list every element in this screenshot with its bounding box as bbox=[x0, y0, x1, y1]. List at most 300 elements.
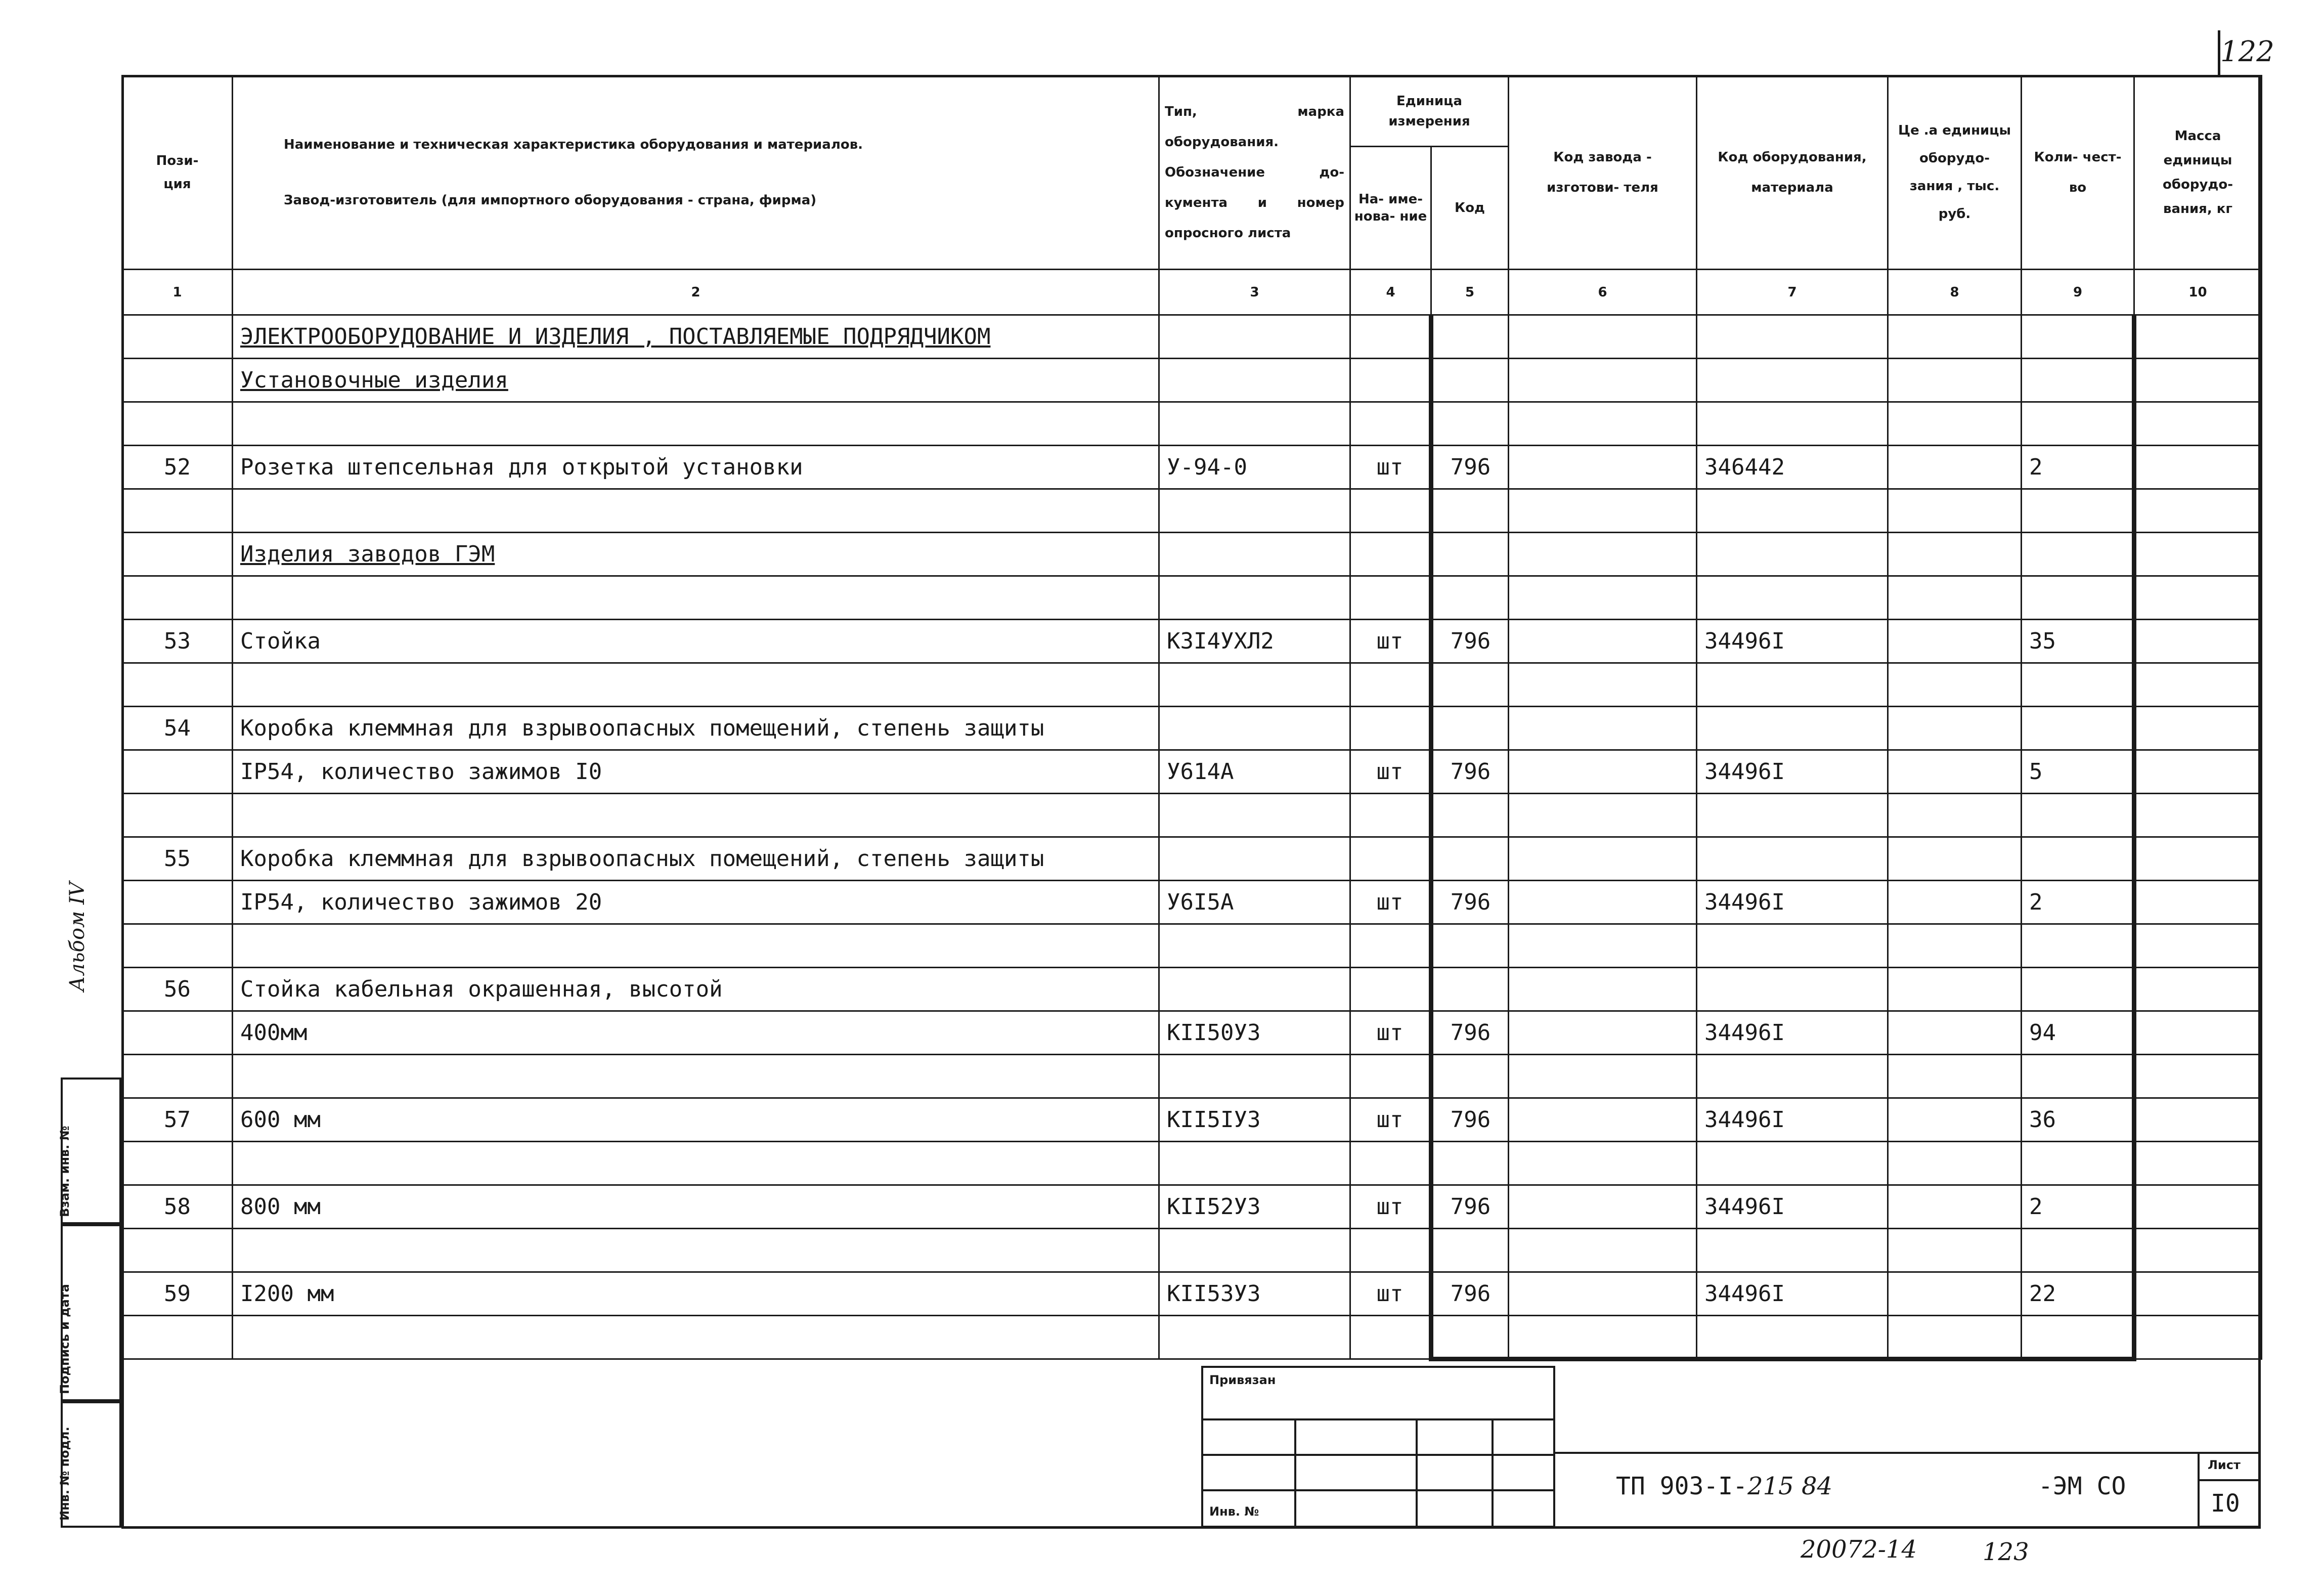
row-equipment-code bbox=[1697, 359, 1888, 402]
row-equipment-code bbox=[1697, 402, 1888, 446]
row-mfr-code bbox=[1509, 750, 1697, 794]
footer-page-number: 123 bbox=[1983, 1538, 2029, 1566]
row-mass bbox=[2134, 1185, 2262, 1229]
col-number: 4 bbox=[1350, 270, 1431, 315]
row-unit bbox=[1350, 1142, 1431, 1185]
row-unit bbox=[1350, 707, 1431, 750]
row-mfr-code bbox=[1509, 1055, 1697, 1098]
row-unit: шт bbox=[1350, 620, 1431, 663]
row-mass bbox=[2134, 750, 2262, 794]
header-type: Тип, марка оборудования. Обозначение до- кумента и номер опросного листа bbox=[1159, 76, 1350, 270]
row-name bbox=[233, 1316, 1159, 1359]
row-price bbox=[1888, 1098, 2022, 1142]
row-mass bbox=[2134, 1142, 2262, 1185]
row-unit: шт bbox=[1350, 446, 1431, 489]
row-mass bbox=[2134, 663, 2262, 707]
header-unit-name: На- име- нова- ние bbox=[1350, 147, 1431, 270]
row-equipment-code bbox=[1697, 794, 1888, 837]
row-name: Стойка bbox=[233, 620, 1159, 663]
row-mass bbox=[2134, 1272, 2262, 1316]
row-position: 55 bbox=[122, 837, 233, 881]
row-qty bbox=[2022, 837, 2134, 881]
table-row bbox=[122, 794, 2262, 837]
row-qty: 22 bbox=[2022, 1272, 2134, 1316]
header-name: Наименование и техническая характеристика оборудования и материалов. Завод-изготовитель (для импортного оборудования - страна, фирма) bbox=[233, 76, 1159, 270]
row-name: Розетка штепсельная для открытой установки bbox=[233, 446, 1159, 489]
row-mfr-code bbox=[1509, 794, 1697, 837]
document-code: ТП 903-I-215 84 bbox=[1616, 1472, 1833, 1500]
row-price bbox=[1888, 837, 2022, 881]
row-qty: 94 bbox=[2022, 1011, 2134, 1055]
row-unit bbox=[1350, 489, 1431, 533]
row-position bbox=[122, 1229, 233, 1272]
row-position bbox=[122, 881, 233, 924]
header-mfr-code: Код завода - изготови- теля bbox=[1509, 76, 1697, 270]
row-unit bbox=[1350, 576, 1431, 620]
row-equipment-code: 346442 bbox=[1697, 446, 1888, 489]
sheet-number-box bbox=[2198, 1452, 2261, 1528]
row-unit bbox=[1350, 837, 1431, 881]
row-position: 58 bbox=[122, 1185, 233, 1229]
table-row bbox=[122, 1185, 2262, 1229]
row-qty: 2 bbox=[2022, 446, 2134, 489]
row-mass bbox=[2134, 359, 2262, 402]
row-type bbox=[1159, 315, 1350, 359]
row-qty: 2 bbox=[2022, 881, 2134, 924]
row-mass bbox=[2134, 576, 2262, 620]
row-mass bbox=[2134, 881, 2262, 924]
row-unit: шт bbox=[1350, 1185, 1431, 1229]
row-name bbox=[233, 1229, 1159, 1272]
document-suffix: -ЭМ СО bbox=[2038, 1472, 2126, 1500]
row-type bbox=[1159, 968, 1350, 1011]
header-position: Пози- ция bbox=[122, 76, 233, 270]
col-number: 9 bbox=[2022, 270, 2134, 315]
row-qty: 35 bbox=[2022, 620, 2134, 663]
row-unit-code bbox=[1431, 663, 1509, 707]
row-name: IP54, количество зажимов 20 bbox=[233, 881, 1159, 924]
row-mass bbox=[2134, 489, 2262, 533]
row-position: 59 bbox=[122, 1272, 233, 1316]
row-mass bbox=[2134, 1229, 2262, 1272]
col-number: 5 bbox=[1431, 270, 1509, 315]
row-mfr-code bbox=[1509, 1272, 1697, 1316]
row-unit-code bbox=[1431, 402, 1509, 446]
row-unit: шт bbox=[1350, 750, 1431, 794]
row-position bbox=[122, 489, 233, 533]
table-row bbox=[122, 707, 2262, 750]
row-mfr-code bbox=[1509, 707, 1697, 750]
row-price bbox=[1888, 1316, 2022, 1359]
row-qty bbox=[2022, 794, 2134, 837]
row-name bbox=[233, 489, 1159, 533]
row-name: 400мм bbox=[233, 1011, 1159, 1055]
row-type bbox=[1159, 1229, 1350, 1272]
row-unit bbox=[1350, 1316, 1431, 1359]
row-name: 800 мм bbox=[233, 1185, 1159, 1229]
row-name: IP54, количество зажимов I0 bbox=[233, 750, 1159, 794]
row-position: 52 bbox=[122, 446, 233, 489]
row-position bbox=[122, 1316, 233, 1359]
sheet-value: I0 bbox=[2211, 1489, 2240, 1518]
row-unit-code: 796 bbox=[1431, 1185, 1509, 1229]
row-mfr-code bbox=[1509, 620, 1697, 663]
table-row bbox=[122, 663, 2262, 707]
row-position bbox=[122, 1142, 233, 1185]
row-qty bbox=[2022, 1142, 2134, 1185]
row-equipment-code: 34496I bbox=[1697, 1098, 1888, 1142]
row-type: КII50У3 bbox=[1159, 1011, 1350, 1055]
table-row bbox=[122, 1011, 2262, 1055]
row-type bbox=[1159, 1055, 1350, 1098]
row-unit bbox=[1350, 968, 1431, 1011]
row-equipment-code bbox=[1697, 315, 1888, 359]
column-numbers-row bbox=[122, 270, 2262, 315]
row-qty: 36 bbox=[2022, 1098, 2134, 1142]
row-type bbox=[1159, 837, 1350, 881]
row-position bbox=[122, 315, 233, 359]
row-equipment-code bbox=[1697, 1316, 1888, 1359]
table-row bbox=[122, 750, 2262, 794]
header-equipment-code: Код оборудования, материала bbox=[1697, 76, 1888, 270]
row-mass bbox=[2134, 446, 2262, 489]
row-type bbox=[1159, 663, 1350, 707]
row-mfr-code bbox=[1509, 402, 1697, 446]
row-mfr-code bbox=[1509, 881, 1697, 924]
row-price bbox=[1888, 924, 2022, 968]
row-type: У-94-0 bbox=[1159, 446, 1350, 489]
row-unit-code: 796 bbox=[1431, 620, 1509, 663]
row-name bbox=[233, 1142, 1159, 1185]
row-unit-code bbox=[1431, 533, 1509, 576]
row-equipment-code bbox=[1697, 1229, 1888, 1272]
col-number: 8 bbox=[1888, 270, 2022, 315]
row-qty bbox=[2022, 576, 2134, 620]
row-equipment-code: 34496I bbox=[1697, 881, 1888, 924]
row-position: 57 bbox=[122, 1098, 233, 1142]
row-mass bbox=[2134, 1055, 2262, 1098]
row-unit-code bbox=[1431, 924, 1509, 968]
row-price bbox=[1888, 402, 2022, 446]
row-mass bbox=[2134, 794, 2262, 837]
row-mfr-code bbox=[1509, 1316, 1697, 1359]
row-unit-code bbox=[1431, 707, 1509, 750]
row-equipment-code: 34496I bbox=[1697, 1272, 1888, 1316]
row-equipment-code bbox=[1697, 663, 1888, 707]
row-name bbox=[233, 576, 1159, 620]
row-mfr-code bbox=[1509, 663, 1697, 707]
col-number: 2 bbox=[233, 270, 1159, 315]
row-mfr-code bbox=[1509, 1185, 1697, 1229]
table-row bbox=[122, 402, 2262, 446]
row-qty bbox=[2022, 533, 2134, 576]
row-price bbox=[1888, 968, 2022, 1011]
row-position bbox=[122, 924, 233, 968]
row-position bbox=[122, 663, 233, 707]
row-qty: 5 bbox=[2022, 750, 2134, 794]
table-row bbox=[122, 533, 2262, 576]
footer-archive-number: 20072-14 bbox=[1801, 1535, 1917, 1564]
row-price bbox=[1888, 663, 2022, 707]
row-position bbox=[122, 1055, 233, 1098]
row-name: ЭЛЕКТРООБОРУДОВАНИЕ И ИЗДЕЛИЯ , ПОСТАВЛЯЕМЫЕ ПОДРЯДЧИКОМ bbox=[233, 315, 1159, 359]
row-price bbox=[1888, 1272, 2022, 1316]
row-mfr-code bbox=[1509, 968, 1697, 1011]
row-unit-code bbox=[1431, 359, 1509, 402]
binding-stamp bbox=[1201, 1366, 1555, 1528]
row-unit-code: 796 bbox=[1431, 881, 1509, 924]
binding-label: Привязан bbox=[1209, 1373, 1276, 1387]
row-name: Стойка кабельная окрашенная, высотой bbox=[233, 968, 1159, 1011]
row-qty bbox=[2022, 663, 2134, 707]
row-unit-code bbox=[1431, 837, 1509, 881]
row-mass bbox=[2134, 968, 2262, 1011]
row-mfr-code bbox=[1509, 533, 1697, 576]
table-row bbox=[122, 489, 2262, 533]
row-unit-code bbox=[1431, 1142, 1509, 1185]
row-type bbox=[1159, 402, 1350, 446]
row-qty bbox=[2022, 1229, 2134, 1272]
row-name bbox=[233, 924, 1159, 968]
row-mass bbox=[2134, 533, 2262, 576]
table-row bbox=[122, 924, 2262, 968]
row-mass bbox=[2134, 402, 2262, 446]
row-unit bbox=[1350, 924, 1431, 968]
row-unit-code bbox=[1431, 1229, 1509, 1272]
row-mass bbox=[2134, 837, 2262, 881]
row-type bbox=[1159, 489, 1350, 533]
row-qty bbox=[2022, 1316, 2134, 1359]
table-row bbox=[122, 1229, 2262, 1272]
row-mass bbox=[2134, 1098, 2262, 1142]
row-equipment-code bbox=[1697, 576, 1888, 620]
row-price bbox=[1888, 1142, 2022, 1185]
row-equipment-code: 34496I bbox=[1697, 620, 1888, 663]
row-qty: 2 bbox=[2022, 1185, 2134, 1229]
header-mass: Масса единицы оборудо- вания, кг bbox=[2134, 76, 2262, 270]
row-price bbox=[1888, 1185, 2022, 1229]
row-price bbox=[1888, 881, 2022, 924]
table-row bbox=[122, 1316, 2262, 1359]
row-qty bbox=[2022, 1055, 2134, 1098]
col-number: 3 bbox=[1159, 270, 1350, 315]
row-mass bbox=[2134, 707, 2262, 750]
row-mfr-code bbox=[1509, 446, 1697, 489]
row-name bbox=[233, 794, 1159, 837]
table-row bbox=[122, 315, 2262, 359]
row-name: Установочные изделия bbox=[233, 359, 1159, 402]
table-row bbox=[122, 1142, 2262, 1185]
row-name bbox=[233, 402, 1159, 446]
row-position bbox=[122, 533, 233, 576]
table-row bbox=[122, 576, 2262, 620]
row-price bbox=[1888, 707, 2022, 750]
row-unit bbox=[1350, 1229, 1431, 1272]
inv-no-label: Инв. № bbox=[1209, 1504, 1259, 1519]
row-unit-code bbox=[1431, 794, 1509, 837]
row-name bbox=[233, 1055, 1159, 1098]
row-position bbox=[122, 1011, 233, 1055]
table-row bbox=[122, 881, 2262, 924]
row-position bbox=[122, 359, 233, 402]
row-unit-code bbox=[1431, 315, 1509, 359]
row-price bbox=[1888, 794, 2022, 837]
row-price bbox=[1888, 446, 2022, 489]
side-stamp-inv: Инв. № подл. bbox=[61, 1401, 121, 1528]
row-qty bbox=[2022, 402, 2134, 446]
row-price bbox=[1888, 620, 2022, 663]
header-unit-group: Единица измерения bbox=[1350, 76, 1509, 147]
row-mfr-code bbox=[1509, 1142, 1697, 1185]
row-unit-code: 796 bbox=[1431, 1098, 1509, 1142]
row-unit: шт bbox=[1350, 1272, 1431, 1316]
album-label: Альбом IV bbox=[66, 882, 89, 992]
row-unit bbox=[1350, 402, 1431, 446]
row-equipment-code: 34496I bbox=[1697, 1011, 1888, 1055]
col-number: 10 bbox=[2134, 270, 2262, 315]
row-equipment-code bbox=[1697, 968, 1888, 1011]
row-price bbox=[1888, 359, 2022, 402]
row-type bbox=[1159, 924, 1350, 968]
table-row bbox=[122, 446, 2262, 489]
row-type: КII52У3 bbox=[1159, 1185, 1350, 1229]
row-type bbox=[1159, 533, 1350, 576]
specification-table bbox=[121, 75, 2262, 1361]
row-type bbox=[1159, 359, 1350, 402]
row-equipment-code bbox=[1697, 489, 1888, 533]
row-qty bbox=[2022, 359, 2134, 402]
row-position: 54 bbox=[122, 707, 233, 750]
row-name: 600 мм bbox=[233, 1098, 1159, 1142]
row-position bbox=[122, 750, 233, 794]
row-qty bbox=[2022, 489, 2134, 533]
row-name: Коробка клеммная для взрывоопасных помещений, степень защиты bbox=[233, 707, 1159, 750]
table-row bbox=[122, 1098, 2262, 1142]
row-name: Коробка клеммная для взрывоопасных помещений, степень защиты bbox=[233, 837, 1159, 881]
row-mfr-code bbox=[1509, 489, 1697, 533]
row-unit-code bbox=[1431, 576, 1509, 620]
table-row bbox=[122, 359, 2262, 402]
row-type: К3I4УХЛ2 bbox=[1159, 620, 1350, 663]
sheet-label: Лист bbox=[2208, 1458, 2241, 1472]
row-unit bbox=[1350, 533, 1431, 576]
row-qty bbox=[2022, 924, 2134, 968]
table-row bbox=[122, 1272, 2262, 1316]
row-unit-code bbox=[1431, 968, 1509, 1011]
row-mfr-code bbox=[1509, 576, 1697, 620]
row-type bbox=[1159, 794, 1350, 837]
row-mfr-code bbox=[1509, 315, 1697, 359]
row-position: 56 bbox=[122, 968, 233, 1011]
row-unit-code bbox=[1431, 489, 1509, 533]
row-type bbox=[1159, 707, 1350, 750]
row-type: КII5IУ3 bbox=[1159, 1098, 1350, 1142]
header-price: Це .а единицы оборудо- зания , тыс. руб. bbox=[1888, 76, 2022, 270]
table-row bbox=[122, 968, 2262, 1011]
row-price bbox=[1888, 489, 2022, 533]
row-equipment-code bbox=[1697, 837, 1888, 881]
row-qty bbox=[2022, 315, 2134, 359]
row-equipment-code bbox=[1697, 1055, 1888, 1098]
row-unit-code bbox=[1431, 1055, 1509, 1098]
table-row bbox=[122, 1055, 2262, 1098]
row-unit: шт bbox=[1350, 1098, 1431, 1142]
row-price bbox=[1888, 1229, 2022, 1272]
row-mfr-code bbox=[1509, 1011, 1697, 1055]
row-position: 53 bbox=[122, 620, 233, 663]
row-unit bbox=[1350, 359, 1431, 402]
row-mass bbox=[2134, 620, 2262, 663]
row-mfr-code bbox=[1509, 924, 1697, 968]
row-equipment-code bbox=[1697, 1142, 1888, 1185]
row-equipment-code: 34496I bbox=[1697, 750, 1888, 794]
row-name: Изделия заводов ГЭМ bbox=[233, 533, 1159, 576]
row-unit-code bbox=[1431, 1316, 1509, 1359]
side-stamp-vzam: Взам. инв. № bbox=[61, 1077, 121, 1224]
row-mfr-code bbox=[1509, 359, 1697, 402]
row-mfr-code bbox=[1509, 1229, 1697, 1272]
row-qty bbox=[2022, 968, 2134, 1011]
row-mass bbox=[2134, 1011, 2262, 1055]
row-equipment-code bbox=[1697, 533, 1888, 576]
page-number: 122 bbox=[2220, 35, 2274, 68]
row-name: I200 мм bbox=[233, 1272, 1159, 1316]
row-mfr-code bbox=[1509, 837, 1697, 881]
specification-body bbox=[122, 315, 2262, 1359]
row-unit-code: 796 bbox=[1431, 1272, 1509, 1316]
row-mfr-code bbox=[1509, 1098, 1697, 1142]
row-price bbox=[1888, 576, 2022, 620]
row-mass bbox=[2134, 924, 2262, 968]
row-price bbox=[1888, 533, 2022, 576]
row-type: У6I5А bbox=[1159, 881, 1350, 924]
row-equipment-code bbox=[1697, 924, 1888, 968]
header-qty: Коли- чест- во bbox=[2022, 76, 2134, 270]
table-row bbox=[122, 837, 2262, 881]
row-type: КII53У3 bbox=[1159, 1272, 1350, 1316]
row-position bbox=[122, 402, 233, 446]
row-price bbox=[1888, 750, 2022, 794]
table-row bbox=[122, 620, 2262, 663]
row-type bbox=[1159, 1142, 1350, 1185]
col-number: 7 bbox=[1697, 270, 1888, 315]
row-type bbox=[1159, 1316, 1350, 1359]
row-unit-code: 796 bbox=[1431, 750, 1509, 794]
row-unit bbox=[1350, 1055, 1431, 1098]
row-type: У614А bbox=[1159, 750, 1350, 794]
row-position bbox=[122, 794, 233, 837]
row-unit bbox=[1350, 794, 1431, 837]
row-mass bbox=[2134, 315, 2262, 359]
col-number: 1 bbox=[122, 270, 233, 315]
row-name bbox=[233, 663, 1159, 707]
row-unit: шт bbox=[1350, 1011, 1431, 1055]
row-equipment-code bbox=[1697, 707, 1888, 750]
row-price bbox=[1888, 1055, 2022, 1098]
row-price bbox=[1888, 1011, 2022, 1055]
row-unit-code: 796 bbox=[1431, 1011, 1509, 1055]
title-block-top-line bbox=[1555, 1452, 2261, 1454]
row-type bbox=[1159, 576, 1350, 620]
row-equipment-code: 34496I bbox=[1697, 1185, 1888, 1229]
row-unit bbox=[1350, 663, 1431, 707]
side-stamp-sign: Подпись и дата bbox=[61, 1224, 121, 1401]
row-unit-code: 796 bbox=[1431, 446, 1509, 489]
row-price bbox=[1888, 315, 2022, 359]
row-unit bbox=[1350, 315, 1431, 359]
row-unit: шт bbox=[1350, 881, 1431, 924]
row-mass bbox=[2134, 1316, 2262, 1359]
